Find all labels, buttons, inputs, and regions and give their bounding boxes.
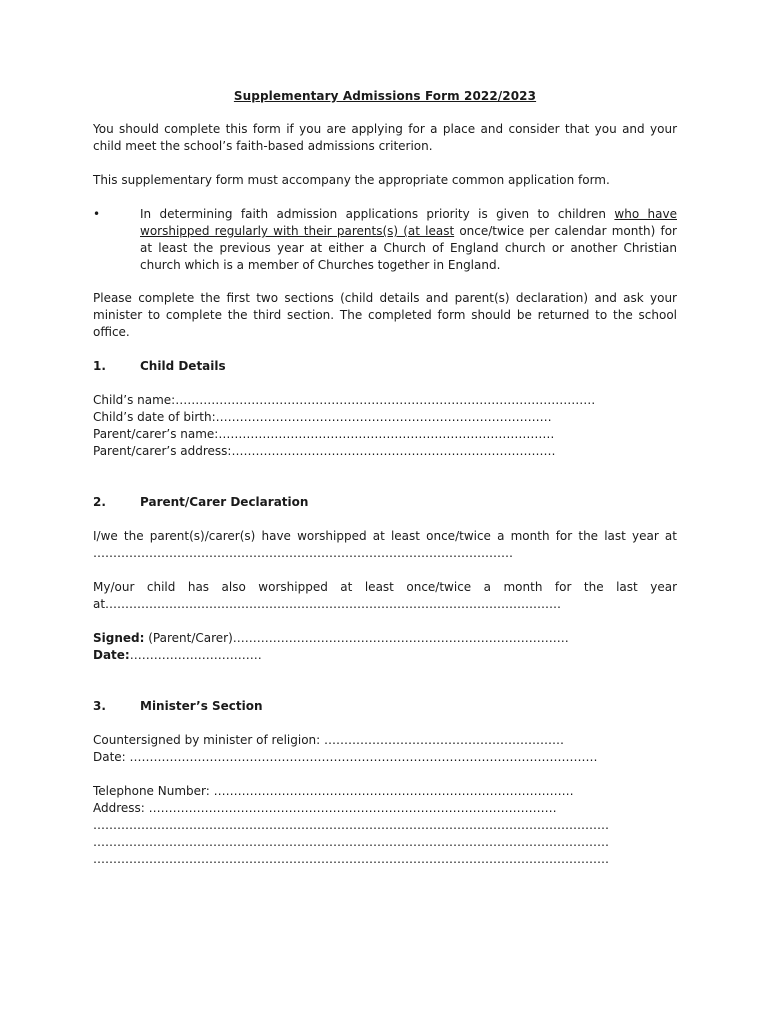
section-3-title: Minister’s Section [140, 699, 263, 713]
priority-bullet [93, 206, 677, 274]
section-1-heading [93, 358, 677, 375]
date-value: …………………………… [129, 648, 262, 662]
parent-declaration-line-1: I/we the parent(s)/carer(s) have worshipped at least once/twice a month for the last year at [93, 529, 677, 543]
minister-date-field[interactable]: Date: ……………………………………………………………………………………………………… [93, 750, 598, 764]
telephone-field[interactable]: Telephone Number: ……………………………………………………………………………… [93, 784, 574, 798]
child-declaration-line-1: My/our child has also worshipped at least once/twice a month for the last year [93, 580, 677, 594]
bullet-mark: • [93, 207, 101, 221]
signed-field[interactable] [93, 630, 677, 647]
address-line-1[interactable]: ………………………………………………………………………………………………………………… [93, 818, 609, 832]
section-2-title: Parent/Carer Declaration [140, 495, 309, 509]
priority-text [140, 206, 677, 274]
child-dob-field[interactable]: Child’s date of birth:………………………………………………………………………… [93, 410, 552, 424]
parent-worship-place-field[interactable]: …………………………………………………………………………………………… [93, 546, 513, 560]
section-3-heading [93, 698, 677, 715]
signed-label: Signed: [93, 631, 145, 645]
instructions-paragraph: Please complete the first two sections (child details and parent(s) declaration) and ask your minister to complete the third section. The completed form should be returned to the school office. [93, 291, 677, 339]
child-name-field[interactable]: Child’s name:…………………………………………………………………………………………… [93, 393, 596, 407]
parent-address-field[interactable]: Parent/carer’s address:……………………………………………………………………… [93, 444, 556, 458]
parent-name-field[interactable]: Parent/carer’s name:………………………………………………………………………… [93, 427, 555, 441]
signature-block [93, 630, 677, 664]
countersigned-field[interactable]: Countersigned by minister of religion: …………………………………………………… [93, 733, 565, 747]
section-1-number: 1. [93, 359, 106, 373]
section-2-heading [93, 494, 677, 511]
child-declaration [93, 579, 677, 613]
signed-value: (Parent/Carer)………………………………………………………………………… [144, 631, 569, 645]
section-2-number: 2. [93, 495, 106, 509]
section-1-title: Child Details [140, 359, 226, 373]
date-field[interactable] [93, 647, 677, 664]
address-line-3[interactable]: ………………………………………………………………………………………………………………… [93, 852, 609, 866]
priority-text-after: once/twice per calendar month) for at least the previous year at either a Church of England church or another Christian church which is a member of Churches together in England. [140, 224, 677, 272]
date-label: Date: [93, 648, 130, 662]
parent-declaration [93, 528, 677, 562]
intro-paragraph: You should complete this form if you are applying for a place and consider that you and your child meet the school’s faith-based admissions criterion. [93, 122, 677, 153]
priority-text-before: In determining faith admission applications priority is given to children [140, 207, 615, 221]
page-title: Supplementary Admissions Form 2022/2023 [233, 89, 537, 103]
accompany-paragraph: This supplementary form must accompany the appropriate common application form. [93, 173, 610, 187]
address-field[interactable]: Address: ………………………………………………………………………………………… [93, 801, 557, 815]
address-line-2[interactable]: ………………………………………………………………………………………………………………… [93, 835, 609, 849]
form-page [93, 88, 677, 885]
section-3-number: 3. [93, 699, 106, 713]
child-worship-place-field[interactable]: at…………………………………………………………………………………………………… [93, 597, 562, 611]
minister-contact-block [93, 783, 677, 868]
minister-countersign-block [93, 732, 677, 766]
priority-text-underlined: who have worshipped regularly with their parents(s) (at least [140, 207, 677, 238]
child-details-fields [93, 392, 677, 460]
